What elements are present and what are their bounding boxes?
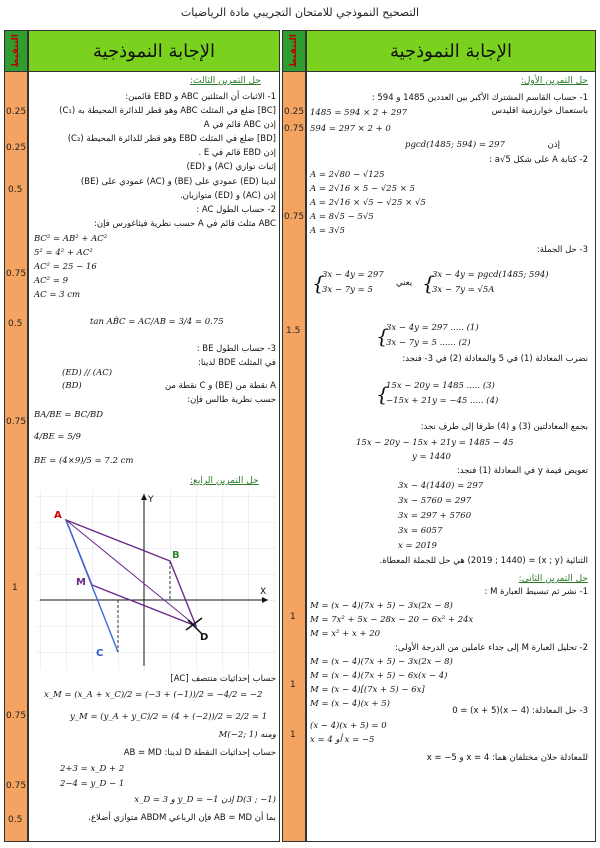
q2-line2: A = 2√16 × 5 − √25 × 5 bbox=[310, 184, 415, 194]
m2-text: 2- تحليل العبارة M إلى جداء عاملين من الدرجة الأولى: bbox=[395, 643, 588, 653]
p1-line4: إذن EBD قائم في E . bbox=[198, 148, 276, 158]
p1-line3: [BD] ضلع في المثلث EBD وهو قطر للدائرة المحيطة (C₂) bbox=[67, 134, 276, 144]
p2-line4: AC² = 25 − 16 bbox=[34, 262, 97, 272]
q1-result: pgcd(1485; 594) = 297 bbox=[405, 140, 505, 150]
add-line2: y = 1440 bbox=[412, 452, 451, 462]
label-d: D bbox=[200, 632, 209, 643]
q2-line1: A = 2√80 − √125 bbox=[310, 170, 385, 180]
q1-text: 1- حساب القاسم المشترك الأكبر بين العددين 1485 و 594 : bbox=[371, 93, 588, 103]
p3-formula3: BE = (4×9)/5 = 7.2 cm bbox=[34, 456, 134, 466]
k2-line3: D(3 ; −1) إذن y_D = −1 و x_D = 3 bbox=[134, 795, 276, 805]
k2-line4: بما أن AB = MD فإن الرباعي ABDM متوازي أضلاع. bbox=[88, 813, 276, 823]
m2-line2: M = (x − 4)(7x + 5) − 6x(x − 4) bbox=[310, 671, 448, 681]
coordinate-graph bbox=[36, 490, 276, 670]
p1-text: 1- الاثبات أن المثلثين ABC و EBD قائمين: bbox=[125, 92, 276, 102]
score-value: 1 bbox=[290, 612, 296, 622]
k1-line2: y_M = (y_A + y_C)/2 = (4 + (−2))/2 = 2/2 = 1 bbox=[70, 712, 268, 722]
k2-line2: 2−4 = y_D − 1 bbox=[60, 779, 125, 789]
score-value: 1 bbox=[290, 680, 296, 690]
p2-line3: 5² = 4² + AC² bbox=[34, 248, 93, 258]
q2-line5: A = 3√5 bbox=[310, 226, 345, 236]
p3-formula1: BA/BE = BC/BD bbox=[34, 410, 104, 420]
q1-result-label: إذن bbox=[547, 140, 560, 150]
p3-text: 3- حساب الطول BE : bbox=[196, 344, 276, 354]
subst-line5: x = 2019 bbox=[398, 541, 437, 551]
sys1-eq1: 3x − 4y = 297 bbox=[322, 270, 384, 280]
score-value: 0.5 bbox=[8, 319, 23, 329]
m2-line4: M = (x − 4)(x + 5) bbox=[310, 699, 390, 709]
score-value: 0.25 bbox=[6, 143, 27, 153]
score-value: 0.25 bbox=[6, 107, 27, 117]
p2-tan: tan AB̂C = AC/AB = 3/4 = 0.75 bbox=[90, 317, 224, 327]
right-score-column bbox=[282, 30, 306, 842]
exercise3-title: حل التمرين الثالث: bbox=[190, 76, 261, 86]
p3-line5: حسب نظرية طالس فإن: bbox=[187, 395, 276, 405]
k2-text: حساب إحداثيات النقطة D لدينا: AB = MD bbox=[123, 748, 276, 758]
exercise2-title: حل التمرين الثاني: bbox=[518, 574, 588, 584]
p2-line6: AC = 3 cm bbox=[34, 290, 81, 300]
label-m: M bbox=[76, 577, 86, 588]
p3-line3: A نقطة من (BE) و C نقطة من bbox=[164, 381, 276, 391]
p2-line2: BC² = AB² + AC² bbox=[34, 234, 108, 244]
score-value: 0.75 bbox=[6, 781, 27, 791]
m1-text: 1- نشر ثم تبسيط العبارة M : bbox=[484, 587, 588, 597]
sys3-eq1: 3x − 4y = 297 ..... (1) bbox=[386, 323, 479, 333]
score-header: التنقيط bbox=[289, 34, 299, 68]
k1-line1: x_M = (x_A + x_C)/2 = (−3 + (−1))/2 = −4/2 = −2 bbox=[44, 690, 263, 700]
m1-line3: M = x² + x + 20 bbox=[310, 629, 381, 639]
pair-result: الثنائية (x ; y) = (2019 ; 1440) هي حل للجملة المعطاة. bbox=[379, 556, 588, 566]
subst-line2: 3x − 5760 = 297 bbox=[398, 496, 472, 506]
score-value: 0.5 bbox=[8, 185, 23, 195]
sys3-eq2: 3x − 7y = 5 ...... (2) bbox=[386, 338, 471, 348]
score-value: 1 bbox=[12, 583, 18, 593]
score-value: 0.25 bbox=[284, 107, 305, 117]
label-x: X bbox=[260, 587, 267, 597]
add-line1: 15x − 20y − 15x + 21y = 1485 − 45 bbox=[356, 438, 514, 448]
q3-text: 3- حل الجملة: bbox=[536, 245, 588, 255]
q1-method: باستعمال خوارزمية اقليدس bbox=[491, 106, 588, 116]
add-text: بجمع المعادلتين (3) و (4) طرفا إلى طرف نجد: bbox=[420, 422, 588, 432]
sys4-eq2: −15x + 21y = −45 ..... (4) bbox=[386, 396, 499, 406]
sys1-eq2: 3x − 7y = 5 bbox=[322, 285, 373, 295]
q2-line3: A = 2√16 × √5 − √25 × √5 bbox=[310, 198, 426, 208]
answer-header-left: الإجابة النموذجية bbox=[29, 31, 279, 72]
score-value: 0.75 bbox=[284, 212, 305, 222]
k1-text: حساب إحداثيات منتصف [AC] bbox=[170, 674, 276, 684]
score-value: 1 bbox=[290, 730, 296, 740]
sys2-eq2: 3x − 7y = √5A bbox=[432, 285, 495, 295]
answer-header-right: الإجابة النموذجية bbox=[307, 31, 595, 72]
p3-line2: (ED) // (AC) bbox=[62, 368, 113, 378]
sys2-eq1: 3x − 4y = pgcd(1485; 594) bbox=[432, 270, 549, 280]
q1-line1: 1485 = 594 × 2 + 297 bbox=[310, 108, 408, 118]
score-value: 0.75 bbox=[6, 711, 27, 721]
label-a: A bbox=[54, 510, 62, 521]
p3-formula2: 4/BE = 5/9 bbox=[34, 432, 81, 442]
page-title: التصحيح النموذجي للامتحان التجريبي مادة الرياضيات bbox=[180, 6, 420, 19]
m1-line1: M = (x − 4)(7x + 5) − 3x(2x − 8) bbox=[310, 601, 453, 611]
q2-text: 2- كتابة A على شكل a√5 : bbox=[489, 155, 588, 165]
m2-line1: M = (x − 4)(7x + 5) − 3x(2x − 8) bbox=[310, 657, 453, 667]
p2-line5: AC² = 9 bbox=[34, 276, 68, 286]
p1-line7: إذن (AC) و (ED) متوازيان. bbox=[179, 191, 276, 201]
exercise1-title: حل التمرين الأول: bbox=[520, 76, 588, 86]
mult-text: نضرب المعادلة (1) في 5 والمعادلة (2) في 3- فنجد: bbox=[402, 354, 588, 364]
p1-line1: [BC] ضلع في المثلث ABC وهو قطر للدائرة المحيطة به (C₁) bbox=[59, 106, 276, 116]
label-c: C bbox=[96, 648, 104, 659]
sys4-eq1: 15x − 20y = 1485 ..... (3) bbox=[386, 381, 495, 391]
p3-line1: في المثلث BDE لدينا: bbox=[197, 358, 276, 368]
label-b: B bbox=[172, 550, 180, 561]
graph-grid bbox=[36, 490, 276, 670]
subst-text: تعويض قيمة y في المعادلة (1) فنجد: bbox=[456, 466, 588, 476]
m2-line3: M = (x − 4)[(7x + 5) − 6x] bbox=[310, 685, 425, 695]
p1-line5: إثبات توازي (AC) و (ED) bbox=[186, 162, 276, 172]
k1-line3: ومنه M(−2; 1) bbox=[218, 730, 276, 740]
q1-line2: 594 = 297 × 2 + 0 bbox=[310, 124, 391, 134]
p1-line2: إذن ABC قائم في A bbox=[203, 120, 276, 130]
k2-line1: 2+3 = x_D + 2 bbox=[60, 764, 125, 774]
q2-line4: A = 8√5 − 5√5 bbox=[310, 212, 374, 222]
p2-text: 2- حساب الطول AC : bbox=[196, 205, 276, 215]
subst-line4: 3x = 6057 bbox=[398, 526, 443, 536]
p3-line4: (BD) bbox=[62, 381, 82, 391]
sys-means: يعني bbox=[396, 278, 413, 288]
p2-line1: ABC مثلث قائم في A حسب نظرية فيثاغورس فإن: bbox=[94, 219, 276, 229]
score-header: التنقيط bbox=[11, 34, 21, 68]
score-value: 0.75 bbox=[284, 124, 305, 134]
p1-line6: لدينا (ED) عمودي على (BE) و (AC) عمودي على (BE) bbox=[80, 177, 276, 187]
exercise4-title: حل التمرين الرابع: bbox=[190, 476, 259, 486]
m3-line1: (x − 4)(x + 5) = 0 bbox=[310, 721, 387, 731]
subst-line3: 3x = 297 + 5760 bbox=[398, 511, 472, 521]
m3-line2: x = 4 أو x = −5 bbox=[310, 735, 375, 745]
score-value: 1.5 bbox=[286, 326, 301, 336]
m3-result: للمعادلة حلان مختلفان هما: x = 4 و x = −5 bbox=[426, 753, 588, 763]
score-value: 0.75 bbox=[6, 269, 27, 279]
m1-line2: M = 7x² + 5x − 28x − 20 − 6x² + 24x bbox=[310, 615, 474, 625]
score-value: 0.75 bbox=[6, 417, 27, 427]
score-value: 0.5 bbox=[8, 815, 23, 825]
subst-line1: 3x − 4(1440) = 297 bbox=[398, 481, 484, 491]
label-y: Y bbox=[148, 495, 154, 505]
m3-text: 3- حل المعادلة: (x − 4)(x + 5) = 0 bbox=[452, 706, 588, 716]
